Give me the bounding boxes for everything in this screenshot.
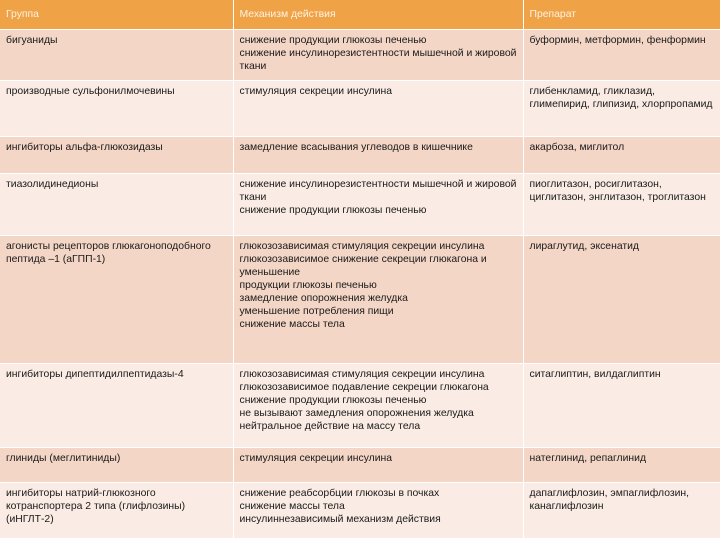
mechanism-line: снижение массы тела	[239, 501, 345, 512]
mechanism-line: снижение продукции глюкозы печенью	[239, 395, 427, 406]
cell-mechanism	[233, 30, 523, 81]
cell-drug: буформин, метформин, фенформин	[523, 30, 720, 81]
cell-drug: дапаглифлозин, эмпаглифлозин, канаглифлозин	[523, 483, 720, 538]
table-row	[0, 364, 720, 448]
mechanism-line: глюкозозависимая стимуляция секреции инсулина	[239, 369, 485, 380]
mechanism-line: инсулиннезависимый механизм действия	[239, 514, 441, 525]
cell-drug: акарбоза, миглитол	[523, 137, 720, 174]
cell-mechanism	[233, 364, 523, 448]
cell-drug: пиоглитазон, росиглитазон, циглитазон, энглитазон, троглитазон	[523, 174, 720, 236]
cell-drug: глибенкламид, гликлазид, глимепирид, глипизид, хлорпропамид	[523, 81, 720, 137]
cell-group: бигуаниды	[0, 30, 233, 81]
cell-mechanism	[233, 81, 523, 137]
mechanism-line: продукции глюкозы печенью	[239, 280, 377, 291]
mechanism-line: снижение инсулинорезистентности мышечной и жировой ткани	[239, 48, 517, 72]
mechanism-line: нейтральное действие на массу тела	[239, 421, 421, 432]
header-group: Группа	[0, 0, 233, 30]
mechanism-line: снижение продукции глюкозы печенью	[239, 35, 427, 46]
cell-drug: ситаглиптин, вилдаглиптин	[523, 364, 720, 448]
cell-drug: лираглутид, эксенатид	[523, 236, 720, 364]
cell-mechanism	[233, 483, 523, 538]
mechanism-line: снижение инсулинорезистентности мышечной и жировой ткани	[239, 179, 517, 203]
cell-mechanism	[233, 137, 523, 174]
table-row	[0, 81, 720, 137]
cell-group: ингибиторы натрий-глюкозного котранспортера 2 типа (глифлозины) (иНГЛТ-2)	[0, 483, 233, 538]
table-row	[0, 174, 720, 236]
table-row	[0, 483, 720, 538]
mechanism-line: снижение массы тела	[239, 319, 345, 330]
cell-drug: натеглинид, репаглинид	[523, 448, 720, 483]
mechanism-line: снижение продукции глюкозы печенью	[239, 205, 427, 216]
cell-mechanism	[233, 448, 523, 483]
mechanism-line: стимуляция секреции инсулина	[239, 453, 393, 464]
cell-group: глиниды (меглитиниды)	[0, 448, 233, 483]
cell-mechanism	[233, 236, 523, 364]
mechanism-line: замедление всасывания углеводов в кишечнике	[239, 142, 473, 153]
mechanism-line: глюкозозависимая стимуляция секреции инсулина	[239, 241, 485, 252]
mechanism-line: глюкозозависимое снижение секреции глюкагона и уменьшение	[239, 254, 487, 278]
table-row	[0, 137, 720, 174]
cell-mechanism	[233, 174, 523, 236]
header-drug: Препарат	[523, 0, 720, 30]
mechanism-line: замедление опорожнения желудка	[239, 293, 408, 304]
mechanism-line: не вызывают замедления опорожнения желудка	[239, 408, 474, 419]
cell-group: ингибиторы альфа-глюкозидазы	[0, 137, 233, 174]
table-row	[0, 448, 720, 483]
mechanism-line: стимуляция секреции инсулина	[239, 86, 393, 97]
header-mechanism: Механизм действия	[233, 0, 523, 30]
table-row	[0, 30, 720, 81]
cell-group: производные сульфонилмочевины	[0, 81, 233, 137]
mechanism-line: уменьшение потребления пищи	[239, 306, 394, 317]
table-row	[0, 236, 720, 364]
cell-group: агонисты рецепторов глюкагоноподобного пептида –1 (аГПП-1)	[0, 236, 233, 364]
mechanism-line: снижение реабсорбции глюкозы в почках	[239, 488, 440, 499]
cell-group: ингибиторы дипептидилпептидазы-4	[0, 364, 233, 448]
cell-group: тиазолидинедионы	[0, 174, 233, 236]
mechanism-line: глюкозозависимое подавление секреции глюкагона	[239, 382, 489, 393]
table-header-row	[0, 0, 720, 30]
